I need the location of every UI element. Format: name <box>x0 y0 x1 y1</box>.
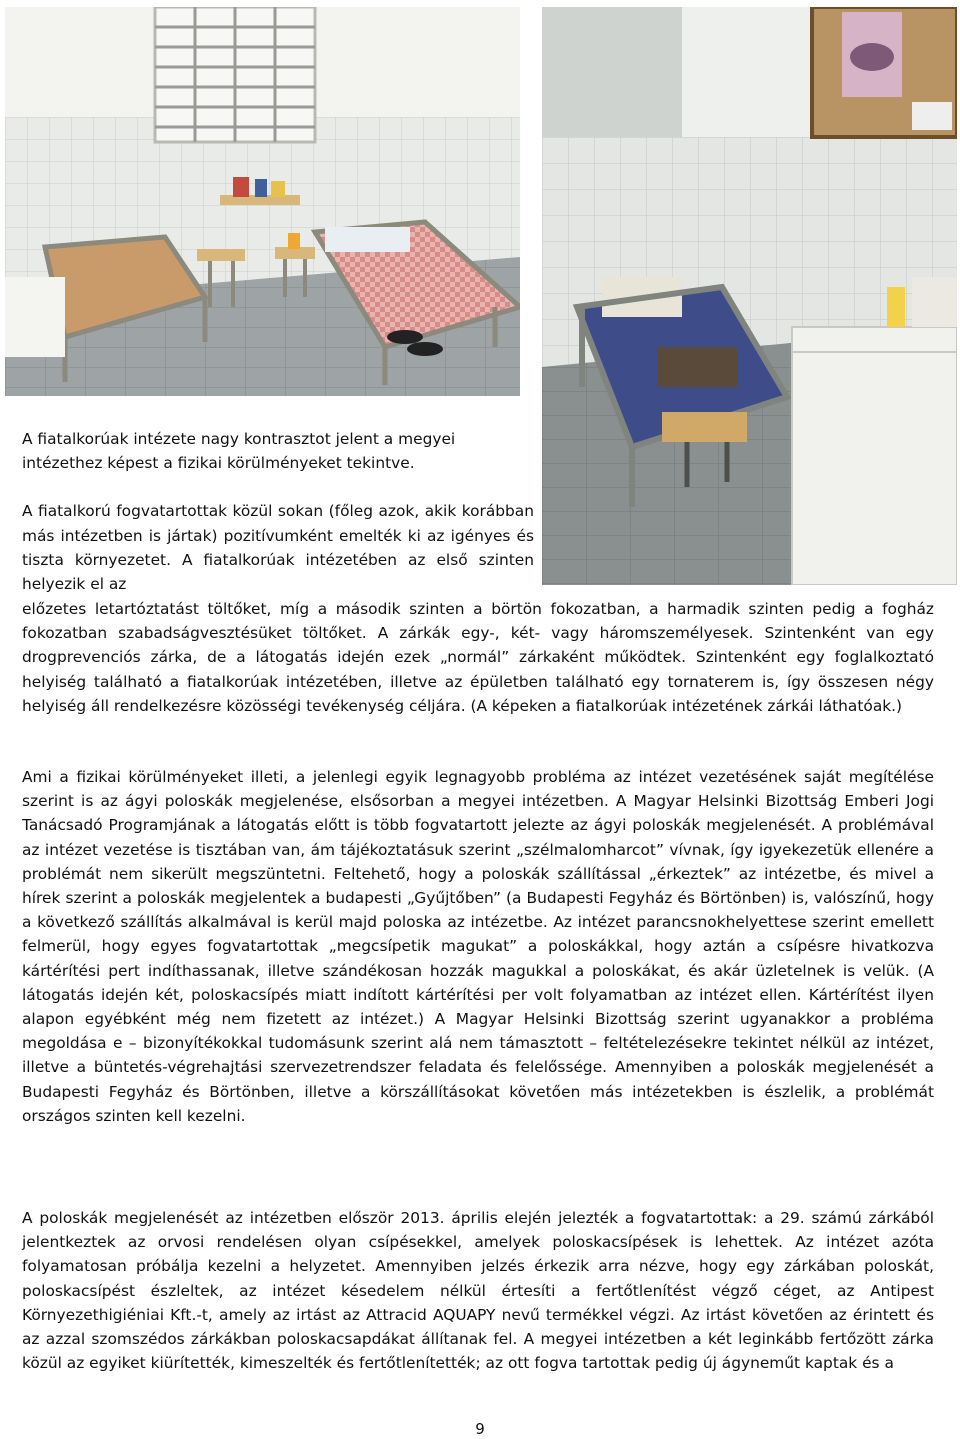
paragraph-bedbugs <box>22 765 934 1128</box>
intro-paragraph-1: A fiatalkorúak intézete nagy kontrasztot jelent a megyei intézethez képest a fizikai körülményeket tekintve. <box>22 430 456 473</box>
paragraph-bedbugs-text: Ami a fizikai körülményeket illeti, a jelenlegi egyik legnagyobb probléma az intézet vezetésének saját megítélése szerint is az ágyi poloskák megjelenése, elsősorban a megyei intézetben. A Magyar Helsinki Bizottság Emberi Jogi Tanácsadó Programjának a látogatás előtt is több fogvatartott jelezte az ágyi poloskák megjelenését. A problémával az intézet vezetése is tisztában van, ám tájékoztatásuk szerint „szélmalomharcot” vívnak, így igyekezetük ellenére a problémát nem sikerült megszüntetni. Feltehető, hogy a poloskák szállítással „érkeztek” az intézetbe, és mivel a hírek szerint a poloskák megjelentek a budapesti „Gyűjtőben” (a Budapesti Fegyház és Börtönben) is, valószínű, hogy a következő szállítás alkalmával is kerül majd poloska az intézetbe. Az intézet parancsnokhelyettese szerint emellett felmerül, hogy egyes fogvatartottak „megcsípetik magukat” a poloskákkal, hogy aztán a csípésre hivatkozva kártérítési pert indíthassanak, illetve szándékosan hozzák magukkal a poloskákat, és akár üzletelnek is velük. (A látogatás idején két, poloskacsípés miatt indított kártérítési per volt folyamatban az intézet ellen. Kártérítést ilyen alapon egyébként még nem fizetett az intézet.) A Magyar Helsinki Bizottság szerint ugyanakkor a probléma megoldása e – bizonyítékokkal tudomásunk szerint alá nem támasztott – feltételezésekre tekintet nélkül az intézet, illetve a büntetés-végrehajtási szervezetrendszer feladata és felelőssége. Amennyiben a poloskák megjelenését a Budapesti Fegyház és Börtönben, illetve a körszállításokat követően más intézetekben is észlelik, a problémát országos szinten kell kezelni. <box>22 768 934 1125</box>
cell-photo-right <box>542 7 957 585</box>
paragraph-treatment <box>22 1206 934 1375</box>
wrapped-paragraph-text: előzetes letartóztatást töltőket, míg a második szinten a börtön fokozatban, a harmadik szinten pedig a fogház fokozatban szabadságvesztésüket töltőket. A zárkák egy-, két- vagy háromszemélyesek. Szintenként van egy drogprevenciós zárka, de a látogatás idején ezek „normál” zárkaként működtek. Szintenként egy foglalkoztató helyiség található a fiatalkorúak intézetében, illetve az épületben található egy tornaterem is, így összesen négy helyiség áll rendelkezésre közösségi tevékenység céljára. (A képeken a fiatalkorúak intézetének zárkái láthatóak.) <box>22 600 934 715</box>
intro-text <box>22 427 534 596</box>
cell-photo-left <box>5 7 520 396</box>
paragraph-treatment-text: A poloskák megjelenését az intézetben először 2013. április elején jelezték a fogvatartottak: a 29. számú zárkából jelentkeztek az orvosi rendelésen olyan csípésekkel, amelyek poloskacsípések is lehettek. Az intézet azóta folyamatosan próbálja kezelni a helyzetet. Amennyiben jelzés érkezik arra nézve, hogy egy zárkában poloskát, poloskacsípést észleltek, az intézet késedelem nélkül értesíti a fertőtlenítést végző céget, az Antipest Környezethigiéniai Kft.-t, amely az irtást az Attracid AQUAPY nevű termékkel végzi. Az irtást követően az érintett és az azzal szomszédos zárkákban poloskacsapdákat állítanak fel. A megyei intézetben a két leginkább fertőzött zárka közül az egyiket kiürítették, kimeszelték és fertőtlenítették; az ott fogva tartottak pedig új ágyneműt kaptak és a <box>22 1209 934 1373</box>
page-number: 9 <box>475 1420 485 1438</box>
cell-photo-two-beds <box>5 7 520 396</box>
cell-photo-bed-and-fridge <box>542 7 957 585</box>
wrapped-paragraph <box>22 597 934 718</box>
intro-paragraph-2: A fiatalkorú fogvatartottak közül sokan (főleg azok, akik korábban más intézetben is jártak) pozitívumként emelték ki az igényes és tiszta környezetet. A fiatalkorúak intézetében az első szinten helyezik el az <box>22 502 534 594</box>
